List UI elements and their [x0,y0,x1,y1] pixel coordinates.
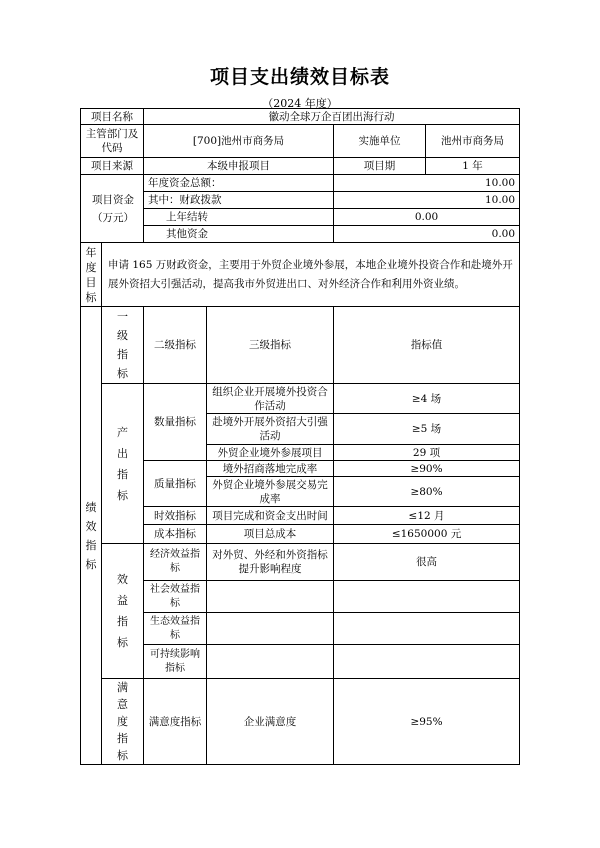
project-name-label: 项目名称 [81,109,144,125]
row-2-value: ≥5 场 [334,414,520,445]
output-indicator-label [102,384,144,544]
row-5-l3: 外贸企业境外参展交易完成率 [207,477,334,507]
funds-fiscal-value: 10.00 [334,192,520,209]
funds-total-value: 10.00 [334,175,520,192]
row-5-value: ≥80% [334,477,520,507]
row-4-l3: 境外招商落地完成率 [207,461,334,477]
social-benefit-label: 社会效益指标 [144,581,207,613]
funds-carryover-value: 0.00 [334,209,520,226]
row-7-l3: 项目总成本 [207,525,334,544]
sustainability-label: 可持续影响指标 [144,645,207,679]
row-9-value [334,581,520,613]
performance-target-table [80,108,520,765]
source-label: 项目来源 [81,158,144,175]
row-11-l3 [207,645,334,679]
satisfaction-indicator-label [102,679,144,765]
row-3-l3: 外贸企业境外参展项目 [207,445,334,461]
economic-benefit-label: 经济效益指标 [144,544,207,581]
perf-label-text: 绩效指标 [85,500,97,571]
level1-header [102,307,144,384]
row-1-l3: 组织企业开展境外投资合作活动 [207,384,334,414]
benefit-indicator-text: 效益指标 [117,573,129,649]
satisfaction-indicator-text: 满意度指标 [117,681,129,762]
annual-target-text: 申请 165 万财政资金，主要用于外贸企业境外参展，本地企业境外投资合作和赴境外开展外资招大引强活动，提高我市外贸进出口、对外经济合作和利用外资业绩。 [102,243,520,307]
annual-target-label [81,243,102,307]
funds-label [81,175,144,243]
page-title: 项目支出绩效目标表 [209,66,390,88]
level3-header: 三级指标 [207,307,334,384]
dept-label: 主管部门及代码 [81,125,144,158]
annual-target-label-text: 年度目标 [85,245,97,304]
satisfaction-l2-label: 满意度指标 [144,679,207,765]
row-4-value: ≥90% [334,461,520,477]
output-indicator-text: 产出指标 [117,425,129,502]
funds-carryover-label: 上年结转 [144,209,334,226]
value-header: 指标值 [334,307,520,384]
row-12-value: ≥95% [334,679,520,765]
quality-indicator-label: 质量指标 [144,461,207,507]
impl-label: 实施单位 [334,125,426,158]
period-value: 1 年 [426,158,520,175]
funds-other-label: 其他资金 [144,226,334,243]
funds-label-text: 项目资金（万元） [92,193,134,224]
row-6-value: ≤12 月 [334,507,520,525]
row-9-l3 [207,581,334,613]
year-subtitle: （2024 年度） [262,97,338,110]
row-12-l3: 企业满意度 [207,679,334,765]
benefit-indicator-label [102,544,144,679]
timeliness-indicator-label: 时效指标 [144,507,207,525]
row-10-value [334,613,520,645]
row-3-value: 29 项 [334,445,520,461]
row-8-value: 很高 [334,544,520,581]
perf-label [81,307,102,765]
cost-indicator-label: 成本指标 [144,525,207,544]
funds-other-value: 0.00 [334,226,520,243]
row-7-value: ≤1650000 元 [334,525,520,544]
funds-total-label: 年度资金总额： [144,175,334,192]
source-value: 本级申报项目 [144,158,334,175]
row-2-l3: 赴境外开展外资招大引强活动 [207,414,334,445]
row-10-l3 [207,613,334,645]
funds-fiscal-label: 其中：财政拨款 [144,192,334,209]
project-name-value: 徽动全球万企百团出海行动 [144,109,520,125]
eco-benefit-label: 生态效益指标 [144,613,207,645]
quantity-indicator-label: 数量指标 [144,384,207,461]
row-11-value [334,645,520,679]
level1-header-text: 一级指标 [117,310,129,380]
row-8-l3: 对外贸、外经和外资指标提升影响程度 [207,544,334,581]
level2-header: 二级指标 [144,307,207,384]
row-6-l3: 项目完成和资金支出时间 [207,507,334,525]
impl-value: 池州市商务局 [426,125,520,158]
dept-value: [700]池州市商务局 [144,125,334,158]
row-1-value: ≥4 场 [334,384,520,414]
period-label: 项目期 [334,158,426,175]
